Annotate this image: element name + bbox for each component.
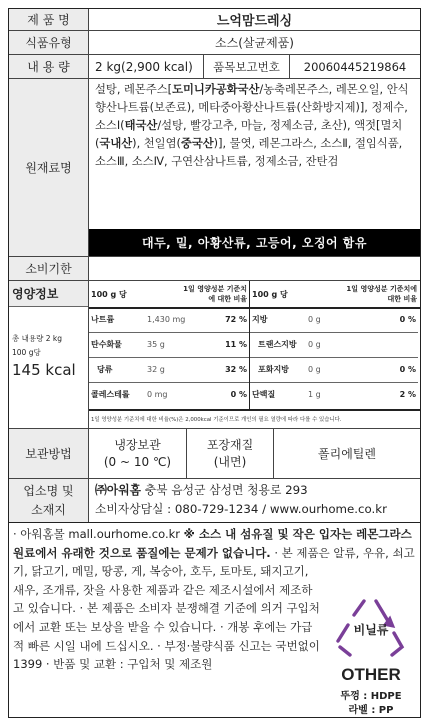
- recycle-label: 라벨 : PP: [348, 705, 394, 716]
- text-segment: 설탕, 레몬주스[: [95, 83, 173, 96]
- packaging-sub: (내면): [213, 454, 247, 469]
- nutrient-name: 포화지방: [258, 365, 289, 374]
- nutrient-percent: 72 %: [225, 315, 247, 324]
- text-segment: · 본 제품은 알류, 우유, 쇠고기, 닭고기, 메밀, 땅콩, 게, 복숭아, 호두, 토마토, 돼지고기, 새우, 조개류, 잣을 사용한 제품과 같은 제조시설에서 제조하고 있습니다. · 본 제품은 소비자 분쟁해결 기준에 의거 구입처에서 교환 또는 보상을 받을 수 있습니다. · 개봉 후에는 가급적 빠른 시일 내에 드십시오. · 부정·불량식품 신고는 국번없이 1399 · 반품 및 교환 : 구입처 및 제조원: [13, 545, 415, 672]
- maker-address: 충북 음성군 삼성면 청용로 293: [141, 483, 308, 497]
- content-value: 2 kg(2,900 kcal): [89, 55, 204, 78]
- text-segment: · 아워홈몰 mall.ourhome.co.kr: [13, 527, 184, 541]
- maker-label-1: 업소명 및: [23, 483, 74, 498]
- maker-label-2: 소재지: [31, 502, 66, 517]
- nutrient-amount: 35 g: [147, 340, 165, 349]
- food-label: [8, 8, 421, 718]
- storage-method: [89, 429, 187, 478]
- report-number-value: 20060445219864: [303, 59, 407, 74]
- nutrition-total: 총 내용량 2 kg: [12, 334, 63, 343]
- nutrition-summary: [9, 281, 89, 428]
- nutrient-amount: 0 g: [308, 315, 321, 324]
- food-type-label: 식품유형: [9, 31, 89, 54]
- nutrient-percent: 0 %: [399, 365, 416, 374]
- ingredients-text: [89, 81, 420, 171]
- nutrient-name: 단백질: [252, 390, 276, 399]
- nutrient-percent: 0 %: [399, 315, 416, 324]
- text-segment: /농축레몬주스, 레몬오일, 안식향산나트륨(보존료), 메타중아황산나트륨(산화방지제)], 정제수, 소스Ⅰ(: [95, 83, 409, 132]
- storage-temp: (0 ~ 10 ℃): [103, 454, 172, 469]
- text-segment: ※ 소스 내 섬유질 및 작은 입자는 레몬그라스 원료에서 유래한 것으로 품질에는 문제가 없습니다.: [13, 527, 412, 560]
- nutrition-title: 영양정보: [9, 281, 88, 307]
- product-name-label: 제 품 명: [9, 9, 89, 30]
- recycle-other: OTHER: [341, 665, 401, 684]
- nutrient-name: 콜레스테롤: [91, 390, 130, 399]
- row-ingredients: [9, 79, 420, 257]
- row-expiry: [9, 257, 420, 281]
- report-number-label: 품목보고번호: [204, 55, 290, 78]
- text-segment: /설탕, 빨강고추, 마늘, 정제소금, 초산), 액젓[멸치(: [95, 119, 403, 150]
- maker-info: [95, 481, 420, 519]
- nutrition-col-per-2: 100 g 당: [252, 289, 288, 299]
- recycle-mark: [328, 591, 414, 715]
- nutrition-footnote: 1일 영양성분 기준치에 대한 비율(%)은 2,000kcal 기준이므로 개인의 필요 열량에 따라 다를 수 있습니다.: [91, 417, 342, 423]
- nutrient-name: 탄수화물: [91, 340, 122, 349]
- text-segment: 중국산: [180, 137, 214, 150]
- recycle-type: 비닐류: [353, 623, 389, 637]
- nutrition-table: [89, 281, 420, 428]
- nutrient-percent: 32 %: [225, 365, 247, 374]
- nutrient-amount: 32 g: [147, 365, 165, 374]
- nutrition-col-per: 100 g 당: [91, 289, 127, 299]
- expiry-label: 소비기한: [9, 257, 89, 280]
- nutrient-percent: [360, 332, 416, 357]
- nutrient-name: 트랜스지방: [258, 340, 297, 349]
- product-name-value: 느억맘드레싱: [216, 14, 293, 29]
- allergy-warning: 대두, 밀, 아황산류, 고등어, 오징어 함유: [89, 229, 420, 256]
- nutrient-amount: 0 g: [308, 340, 321, 349]
- storage-label: 보관방법: [9, 429, 89, 478]
- notice-area: [9, 523, 420, 717]
- row-storage: [9, 429, 420, 479]
- packaging-label: [187, 429, 274, 478]
- text-segment: 태국산: [124, 119, 158, 132]
- nutrition-col-ratio-2: 1일 영양성분 기준치에 대한 비율: [346, 285, 417, 303]
- ingredients-label: 원재료명: [9, 79, 89, 256]
- nutrition-panel: [9, 281, 420, 429]
- maker-label: [9, 479, 89, 522]
- content-label: 내 용 량: [9, 55, 89, 78]
- row-product: [9, 9, 420, 31]
- food-type-value: 소스(살균제품): [215, 36, 294, 50]
- expiry-value: [89, 257, 420, 280]
- row-food-type: [9, 31, 420, 55]
- nutrient-percent: 0 %: [230, 390, 247, 399]
- storage-method-text: 냉장보관: [114, 437, 161, 452]
- row-content: [9, 55, 420, 79]
- nutrient-percent: 11 %: [225, 340, 247, 349]
- text-segment: 도미니카공화국산: [172, 83, 260, 96]
- maker-consult: 소비자상담실 : 080-729-1234 / www.ourhome.co.kr: [95, 502, 387, 516]
- nutrient-name: 나트륨: [91, 315, 115, 324]
- nutrient-amount: 0 mg: [147, 390, 168, 399]
- nutrient-amount: 1,430 mg: [147, 315, 186, 324]
- nutrition-per: 100 g당: [12, 348, 41, 357]
- row-maker: [9, 479, 420, 523]
- packaging-label-text: 포장재질: [206, 437, 254, 452]
- nutrient-percent: 2 %: [399, 390, 416, 399]
- text-segment: ), 천일염(: [132, 137, 181, 150]
- nutrient-name: 지방: [252, 315, 268, 324]
- maker-company: ㈜아워홈: [95, 483, 141, 497]
- text-segment: )], 물엿, 레몬그라스, 소스Ⅱ, 절임식품, 소스Ⅲ, 소스Ⅳ, 구연산삼나트륨, 정제소금, 잔탄검: [95, 137, 403, 168]
- nutrient-amount: 1 g: [308, 390, 321, 399]
- recycle-cap: 뚜껑 : HDPE: [340, 691, 402, 702]
- nutrition-col-ratio: 1일 영양성분 기준치에 대한 비율: [183, 285, 247, 303]
- packaging-value: 폴리에틸렌: [318, 447, 376, 461]
- nutrition-kcal: 145 kcal: [12, 361, 76, 379]
- text-segment: 국내산: [99, 137, 133, 150]
- nutrient-name: 당류: [97, 365, 113, 374]
- nutrient-amount: 0 g: [308, 365, 321, 374]
